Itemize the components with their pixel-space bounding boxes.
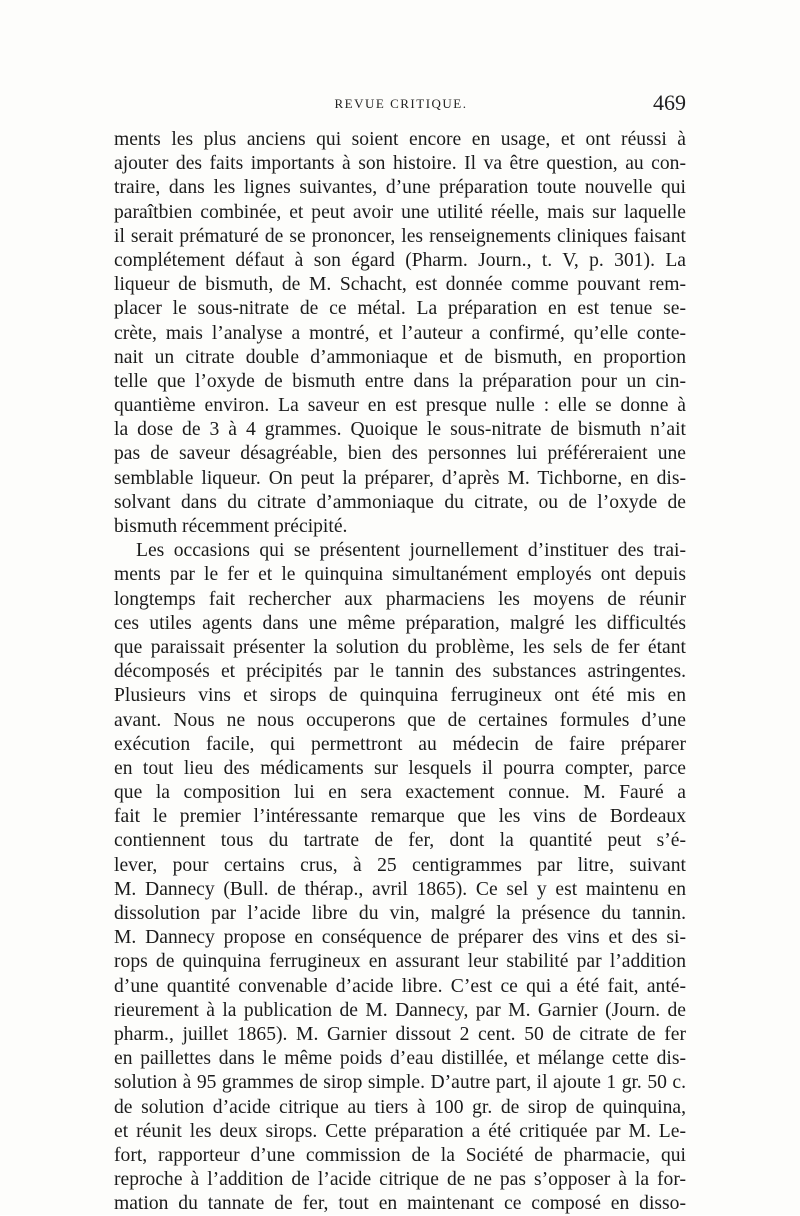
text-line: complétement défaut à son égard (Pharm. Journ., t. V, p. 301). La: [114, 249, 686, 271]
text-line: M. Dannecy (Bull. de thérap., avril 1865). Ce sel y est maintenu en: [114, 878, 686, 900]
text-line: traire, dans les lignes suivantes, d’une préparation toute nouvelle qui: [114, 177, 686, 199]
text-line: fort, rapporteur d’une commission de la Société de pharmacie, qui: [114, 1144, 686, 1166]
text-line: mation du tannate de fer, tout en maintenant ce composé en disso-: [114, 1193, 686, 1215]
running-head: REVUE CRITIQUE.: [334, 96, 468, 111]
text-line: placer le sous-nitrate de ce métal. La préparation en est tenue se-: [114, 298, 686, 320]
text-line: de solution d’acide citrique au tiers à 100 gr. de sirop de quinquina,: [114, 1096, 686, 1118]
text-line: que paraissait présenter la solution du problème, les sels de fer étant: [114, 636, 686, 658]
text-line: nait un citrate double d’ammoniaque et de bismuth, en proportion: [114, 346, 686, 368]
text-line: pas de saveur désagréable, bien des personnes lui préféreraient une: [114, 443, 686, 465]
text-line: liqueur de bismuth, de M. Schacht, est donnée comme pouvant rem-: [114, 274, 686, 296]
text-line: rieurement à la publication de M. Dannecy, par M. Garnier (Journ. de: [114, 999, 686, 1021]
text-line: M. Dannecy propose en conséquence de préparer des vins et des si-: [114, 927, 686, 949]
text-line: longtemps fait rechercher aux pharmaciens les moyens de réunir: [114, 588, 686, 610]
text-line: avant. Nous ne nous occuperons que de certaines formules d’une: [114, 709, 686, 731]
text-line: paraîtbien combinée, et peut avoir une utilité réelle, mais sur laquelle: [114, 201, 686, 223]
text-line: que la composition lui en sera exactement connue. M. Fauré a: [114, 782, 686, 804]
paragraph-quinquina: [114, 539, 686, 1216]
page-number: 469: [653, 90, 686, 115]
text-line: telle que l’oxyde de bismuth entre dans la préparation pour un cin-: [114, 370, 686, 392]
text-line: solvant dans du citrate d’ammoniaque du citrate, ou de l’oxyde de: [114, 491, 686, 513]
text-line: ments par le fer et le quinquina simultanément employés ont depuis: [114, 564, 686, 586]
text-line: et réunit les deux sirops. Cette préparation a été critiquée par M. Le-: [114, 1120, 686, 1142]
text-line: reproche à l’addition de l’acide citrique de ne pas s’opposer à la for-: [114, 1169, 686, 1191]
text-line: ajouter des faits importants à son histoire. Il va être question, au con-: [114, 153, 686, 175]
text-line: solution à 95 grammes de sirop simple. D’autre part, il ajoute 1 gr. 50 c.: [114, 1072, 686, 1094]
text-line: Les occasions qui se présentent journellement d’instituer des trai-: [136, 540, 686, 562]
text-line: lever, pour certains crus, à 25 centigrammes par litre, suivant: [114, 854, 686, 876]
text-line: en tout lieu des médicaments sur lesquels il pourra compter, parce: [114, 757, 686, 779]
text-line: il serait prématuré de se prononcer, les renseignements cliniques faisant: [114, 225, 686, 247]
text-line: fait le premier l’intéressante remarque que les vins de Bordeaux: [114, 806, 686, 828]
text-line: crète, mais l’analyse a montré, et l’auteur a confirmé, qu’elle conte-: [114, 322, 686, 344]
text-line: quantième environ. La saveur en est presque nulle : elle se donne à: [114, 395, 686, 417]
text-line: exécution facile, qui permettront au médecin de faire préparer: [114, 733, 686, 755]
paragraph-bismuth: [114, 128, 686, 539]
text-line: Plusieurs vins et sirops de quinquina ferrugineux ont été mis en: [114, 685, 686, 707]
text-line: la dose de 3 à 4 grammes. Quoique le sous-nitrate de bismuth n’ait: [114, 419, 686, 441]
text-line: décomposés et précipités par le tannin des substances astringentes.: [114, 661, 686, 683]
text-line: rops de quinquina ferrugineux en assurant leur stabilité par l’addition: [114, 951, 686, 973]
text-line: d’une quantité convenable d’acide libre. C’est ce qui a été fait, anté-: [114, 975, 686, 997]
text-line: ces utiles agents dans une même préparation, malgré les difficultés: [114, 612, 686, 634]
text-line: en paillettes dans le même poids d’eau distillée, et mélange cette dis-: [114, 1048, 686, 1070]
body-text: [114, 128, 686, 1216]
text-line: semblable liqueur. On peut la préparer, d’après M. Tichborne, en dis-: [114, 467, 686, 489]
text-line: pharm., juillet 1865). M. Garnier dissout 2 cent. 50 de citrate de fer: [114, 1023, 686, 1045]
text-line: ments les plus anciens qui soient encore en usage, et ont réussi à: [114, 129, 686, 150]
page-header: [116, 90, 686, 119]
text-line: bismuth récemment précipité.: [114, 516, 348, 537]
text-line: contiennent tous du tartrate de fer, dont la quantité peut s’é-: [114, 830, 686, 852]
text-line: dissolution par l’acide libre du vin, malgré la présence du tannin.: [114, 903, 686, 924]
